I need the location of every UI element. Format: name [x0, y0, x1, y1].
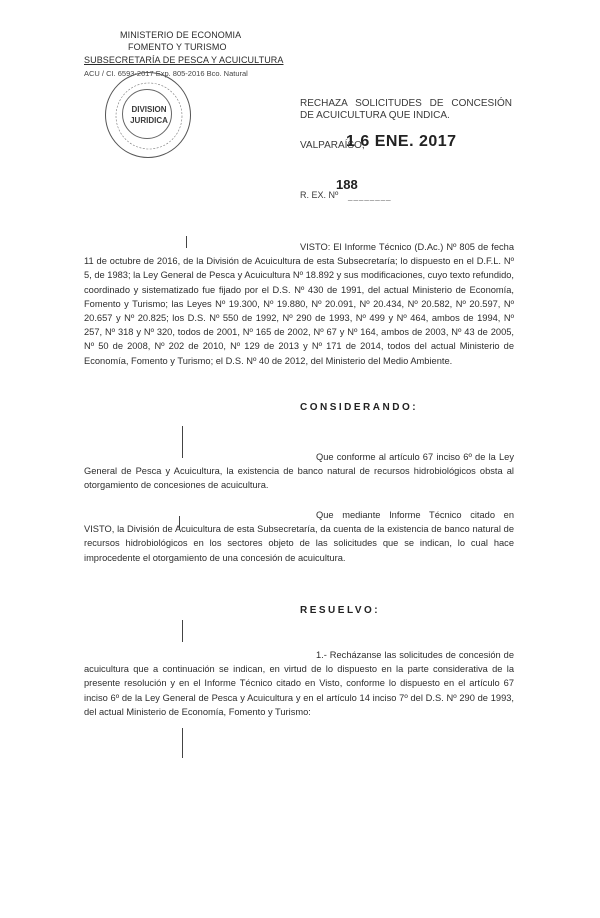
- subsecretaria-name: SUBSECRETARÍA DE PESCA Y ACUICULTURA: [84, 55, 284, 65]
- considerando-paragraph-1: Que conforme al artículo 67 inciso 6º de la Ley General de Pesca y Acuicultura, la existencia de banco natural de recursos hidrobiológicos obsta al otorgamiento de concesiones de acuicultura.: [84, 452, 514, 491]
- seal-line-2: JURIDICA: [130, 116, 168, 125]
- margin-mark: [182, 728, 183, 758]
- resuelvo-paragraph-1: 1.- Recházanse las solicitudes de concesión de acuicultura que a continuación se indican, en virtud de lo dispuesto en la parte considerativa de la presente resolución y en el Informe Técnico citado en Visto, conforme lo dispuesto en el artículo 67 inciso 6º de la Ley General de Pesca y Acuicultura y en el artículo 14 inciso 7º del D.S. Nº 290 de 1993, del actual Ministerio de Economía, Fomento y Turismo:: [84, 650, 514, 717]
- visto-paragraph: VISTO: El Informe Técnico (D.Ac.) Nº 805 de fecha 11 de octubre de 2016, de la División de Acuicultura de esta Subsecretaría; lo dispuesto en el D.F.L. Nº 5, de 1983; la Ley General de Pesca y Acuicultura Nº 18.892 y sus modificaciones, cuyo texto refundido, coordinado y sistematizado fue fijado por el D.S. Nº 430 de 1991, del actual Ministerio de Economía, Fomento y Turismo; las Leyes Nº 19.300, Nº 19.880, Nº 20.091, Nº 20.434, Nº 20.582, Nº 20.597, Nº 20.657 y Nº 20.825; los D.S. Nº 550 de 1992, Nº 290 de 1993, Nº 499 y Nº 464, ambos de 1994, Nº 257, Nº 318 y Nº 320, todos de 2001, Nº 165 de 2002, Nº 67 y Nº 164, ambos de 2003, Nº 43 de 2005, Nº 50 de 2008, Nº 202 de 2010, Nº 129 de 2013 y Nº 171 de 2014, todos del actual Ministerio de Economía, Fomento y Turismo; el D.S. Nº 40 de 2012, del Ministerio del Medio Ambiente.: [84, 242, 514, 366]
- place-label: VALPARAÍSO,: [300, 140, 365, 151]
- rex-label: R. EX. Nº: [300, 190, 339, 200]
- document-title: RECHAZA SOLICITUDES DE CONCESIÓN DE ACUICULTURA QUE INDICA.: [300, 98, 512, 121]
- division-juridica-seal: [105, 72, 191, 158]
- margin-mark: [182, 620, 183, 642]
- considerando-paragraph-2: Que mediante Informe Técnico citado en VISTO, la División de Acuicultura de esta Subsecretaría, da cuenta de la existencia de banco natural de recursos hidrobiológicos en los sectores objeto de las solicitudes que se indican, lo cual hace improcedente el otorgamiento de una concesión de acuicultura.: [84, 510, 514, 563]
- ministry-line-2: FOMENTO Y TURISMO: [128, 42, 227, 52]
- ministry-line-1: MINISTERIO DE ECONOMIA: [120, 30, 242, 40]
- seal-line-1: DIVISION: [131, 105, 167, 114]
- reference-code: ACU / CI. 6593-2017 Exp. 805-2016 Bco. Natural: [84, 69, 248, 78]
- considerando-heading: CONSIDERANDO:: [300, 402, 419, 413]
- issue-date: 1 6 ENE. 2017: [346, 133, 457, 150]
- resuelvo-heading: RESUELVO:: [300, 605, 381, 616]
- rex-blank-line: ________: [348, 192, 392, 201]
- rex-number: 188: [336, 177, 358, 192]
